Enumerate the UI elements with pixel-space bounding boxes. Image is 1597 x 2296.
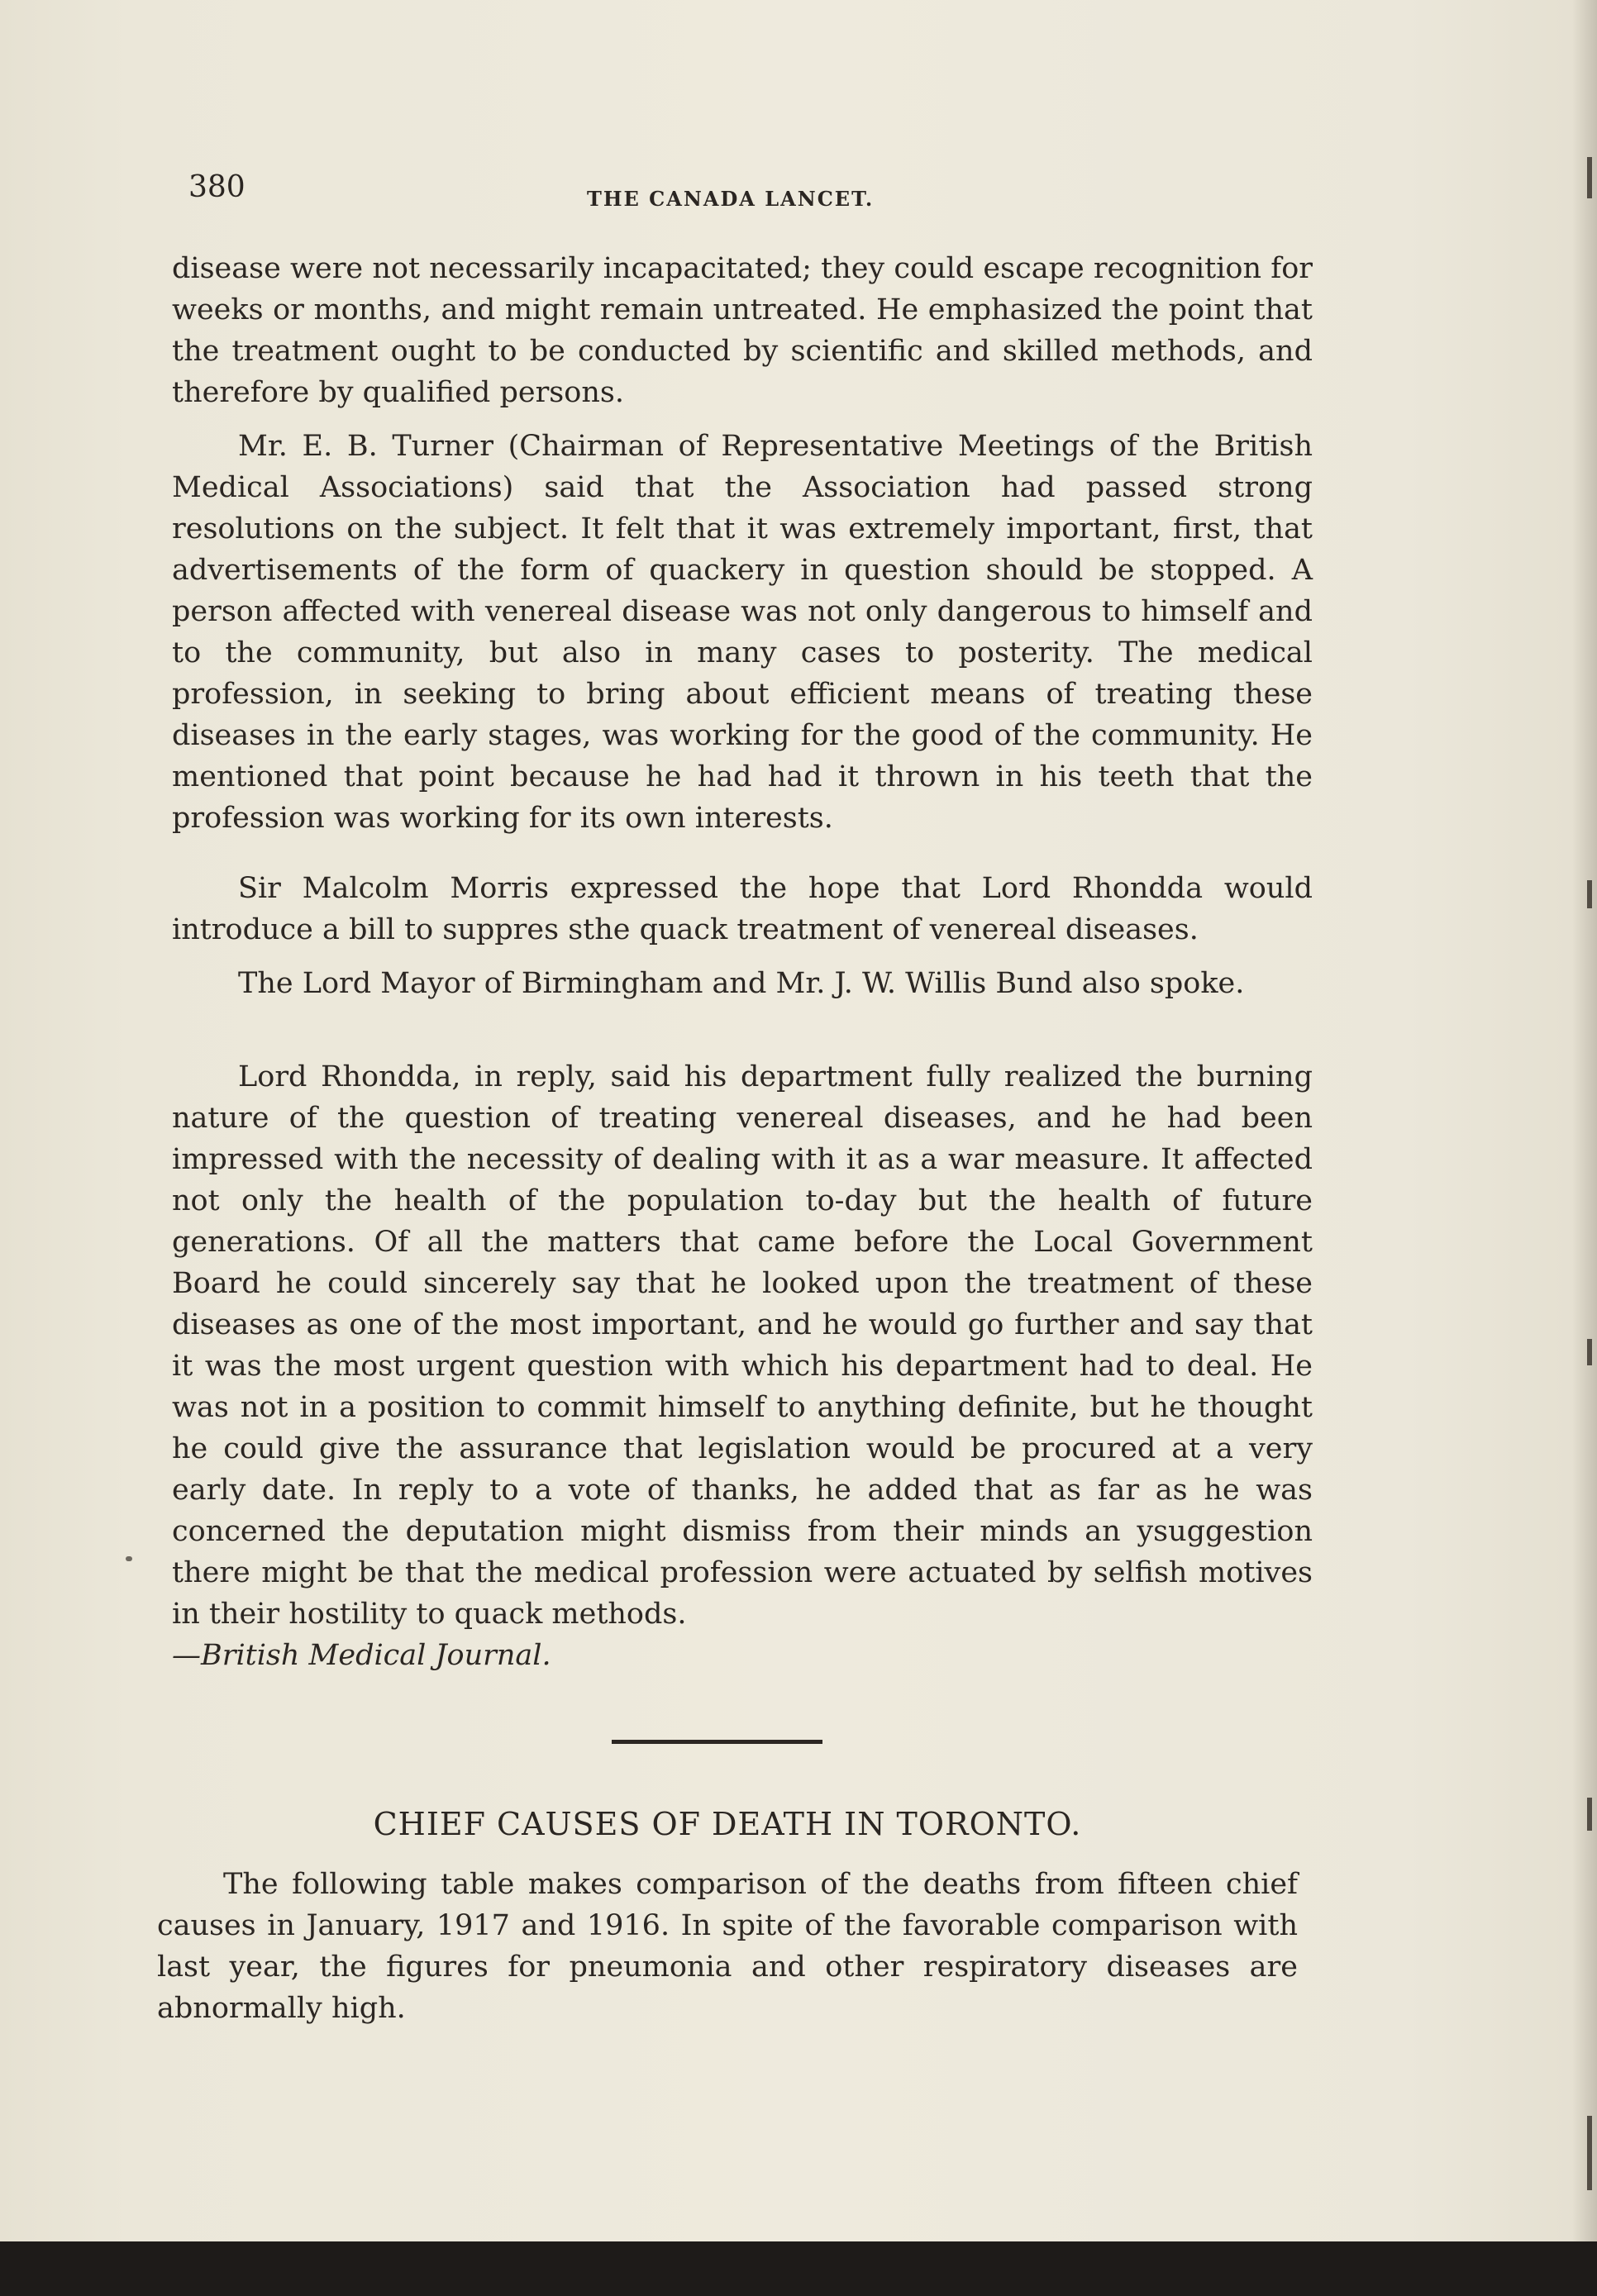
paragraph-rhondda: Lord Rhondda, in reply, said his department fully realized the burning nature of the question of treating venereal diseases, and he had been impressed with the necessity of dealing with it as a war measure. It affected not only the health of the population to-day but the health of future generations. Of all the matters that came before the Local Government Board he could sincerely say that he looked upon the treatment of these diseases as one of the most important, and he would go further and say that it was the most urgent question with which his department had to deal. He was not in a position to commit himself to anything definite, but he thought he could give the assurance that legislation would be procured at a very early date. In reply to a vote of thanks, he added that as far as he was concerned the deputation might dismiss from their minds an ysuggestion there might be that the medical profession were actuated by selfish motives in their hostility to quack methods. <box>172 1060 1313 1631</box>
running-head: THE CANADA LANCET. <box>587 187 875 211</box>
section-title: CHIEF CAUSES OF DEATH IN TORONTO. <box>373 1806 1082 1842</box>
page-number: 380 <box>188 170 246 204</box>
paragraph-lord-mayor: The Lord Mayor of Birmingham and Mr. J. W. Willis Bund also spoke. <box>238 967 1245 1000</box>
paragraph-rhondda-block <box>172 1056 1313 1676</box>
section-divider <box>612 1740 822 1744</box>
paragraph-turner: Mr. E. B. Turner (Chairman of Representative Meetings of the British Medical Associations) said that the Association had passed strong resolutions on the subject. It felt that it was extremely important, first, that advertisements of the form of quackery in question should be stopped. A person affected with venereal disease was not only dangerous to himself and to the community, but also in many cases to posterity. The medical profession, in seeking to bring about efficient means of treating these diseases in the early stages, was working for the good of the community. He mentioned that point because he had had it thrown in his teeth that the profession was working for its own interests. <box>172 430 1313 835</box>
page-edge-shadow <box>1572 0 1597 2241</box>
source-attribution: —British Medical Journal. <box>172 1639 551 1672</box>
paragraph-continuation: disease were not necessarily incapacitated; they could escape recognition for weeks or months, and might remain untreated. He emphasized the point that the treatment ought to be conducted by scientific and skilled methods, and therefore by qualified persons. <box>172 252 1313 409</box>
paragraph-morris: Sir Malcolm Morris expressed the hope that Lord Rhondda would introduce a bill to suppres sthe quack treatment of venereal diseases. <box>172 872 1313 946</box>
scan-background <box>0 2241 1597 2296</box>
section-intro: The following table makes comparison of the deaths from fifteen chief causes in January, 1917 and 1916. In spite of the favorable comparison with last year, the figures for pneumonia and other respiratory diseases are abnormally high. <box>157 1868 1298 2025</box>
margin-speck <box>126 1556 132 1561</box>
